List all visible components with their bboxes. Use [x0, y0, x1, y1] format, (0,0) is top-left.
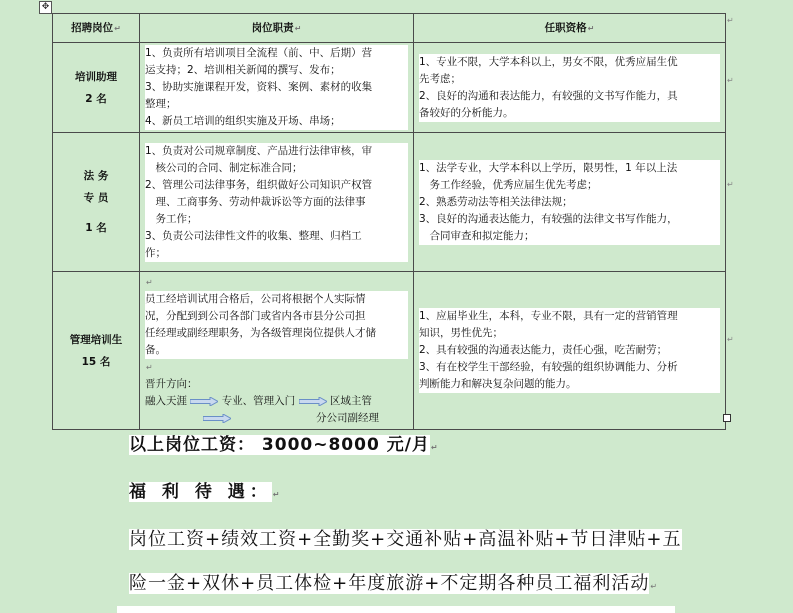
duty-line: 4、新员工培训的组织实施及开场、串场； — [145, 113, 408, 130]
row-end-mark: ↵ — [727, 180, 734, 189]
role-name: 管理培训生 — [69, 333, 123, 346]
requirement-line: 2、良好的沟通和表达能力，有较强的文书写作能力，具 — [419, 88, 720, 105]
requirement-line: 合同审查和拟定能力； — [419, 228, 720, 245]
header-requirements: 任职资格↵ — [414, 14, 726, 43]
header-position: 招聘岗位↵ — [53, 14, 140, 43]
benefits-line — [129, 525, 682, 551]
role-count: 2 名 — [85, 92, 107, 105]
benefits-heading-text: 福 利 待 遇： — [129, 482, 272, 502]
role-cell — [53, 133, 140, 272]
row-end-mark: ↵ — [727, 76, 734, 85]
paragraph-mark: ↵ — [146, 363, 153, 372]
right-arrow-icon — [190, 397, 218, 406]
role-name: 培训助理 — [75, 70, 117, 83]
requirements-cell — [414, 43, 726, 133]
duty-line: 整理； — [145, 96, 408, 113]
table-row — [53, 272, 726, 430]
duties-cell — [140, 272, 414, 430]
requirement-line: 3、有在校学生干部经验，有较强的组织协调能力、分析 — [419, 359, 720, 376]
requirements-cell — [414, 133, 726, 272]
duty-line: 3、协助实施课程开发，资料、案例、素材的收集 — [145, 79, 408, 96]
right-arrow-icon — [299, 397, 327, 406]
duties-cell — [140, 133, 414, 272]
benefits-heading: 福 利 待 遇：↵ — [129, 482, 285, 502]
requirement-line: 1、法学专业，大学本科以上学历，限男性，1 年以上法 — [419, 160, 720, 177]
duty-line: 核公司的合同、制定标准合同； — [145, 160, 408, 177]
role-cell — [53, 43, 140, 133]
salary-line: 以上岗位工资： 3000~8000 元/月↵ — [129, 435, 439, 455]
table-resize-handle[interactable] — [723, 414, 731, 422]
duty-line: 2、管理公司法律事务，组织做好公司知识产权管 — [145, 177, 408, 194]
table-header-row — [53, 14, 726, 43]
duty-line: 务工作； — [145, 211, 408, 228]
career-step: 区域主管 — [329, 395, 372, 407]
requirements-cell — [414, 272, 726, 430]
requirement-line: 判断能力和解决复杂问题的能力。 — [419, 376, 720, 393]
table-move-handle[interactable]: ✥ — [39, 1, 52, 14]
header-duties: 岗位职责↵ — [140, 14, 414, 43]
duty-line: 况，分配到到公司各部门或省内各市县分公司担 — [145, 308, 408, 325]
duty-line: 任经理或副经理职务，为各级管理岗位提供人才储 — [145, 325, 408, 342]
right-arrow-icon — [203, 414, 231, 423]
requirement-line: 先考虑； — [419, 71, 720, 88]
benefits-text: 岗位工资+绩效工资+全勤奖+交通补贴+高温补贴+节日津贴+五 — [129, 529, 682, 550]
requirement-line: 2、具有较强的沟通表达能力，责任心强，吃苦耐劳； — [419, 342, 720, 359]
duty-line: 员工经培训试用合格后，公司将根据个人实际情 — [145, 291, 408, 308]
row-end-mark: ↵ — [727, 16, 734, 25]
career-path-second — [145, 410, 408, 427]
career-step: 专业、管理入门 — [221, 395, 296, 407]
duty-line: 理、工商事务、劳动仲裁诉讼等方面的法律事 — [145, 194, 408, 211]
requirement-line: 1、应届毕业生，本科，专业不限，具有一定的营销管理 — [419, 308, 720, 325]
duty-line: 运支持；2、培训相关新闻的撰写、发布； — [145, 62, 408, 79]
role-count: 15 名 — [81, 355, 111, 368]
duty-line: 备。 — [145, 342, 408, 359]
table-row — [53, 133, 726, 272]
salary-text: 以上岗位工资： 3000~8000 元/月 — [129, 435, 430, 455]
next-line-highlight — [117, 606, 675, 613]
job-table — [52, 13, 726, 430]
requirement-line: 1、专业不限，大学本科以上，男女不限，优秀应届生优 — [419, 54, 720, 71]
paragraph-mark: ↵ — [146, 278, 153, 287]
requirement-line: 备较好的分析能力。 — [419, 105, 720, 122]
duty-line: 作； — [145, 245, 408, 262]
career-path — [145, 393, 408, 410]
role-name: 法 务 — [83, 170, 109, 182]
requirement-line: 3、良好的沟通表达能力，有较强的法律文书写作能力， — [419, 211, 720, 228]
requirement-line: 务工作经验，优秀应届生优先考虑； — [419, 177, 720, 194]
role-name: 专 员 — [83, 192, 109, 204]
duty-line: 1、负责对公司规章制度、产品进行法律审核，审 — [145, 143, 408, 160]
role-count: 1 名 — [85, 222, 107, 234]
career-label: 晋升方向： — [145, 378, 198, 390]
career-step: 分公司副经理 — [316, 412, 380, 424]
role-cell — [53, 272, 140, 430]
requirement-line: 知识，男性优先； — [419, 325, 720, 342]
duty-line: 3、负责公司法律性文件的收集、整理、归档工 — [145, 228, 408, 245]
duty-line: 1、负责所有培训项目全流程（前、中、后期）营 — [145, 45, 408, 62]
benefits-line: 险一金+双休+员工体检+年度旅游+不定期各种员工福利活动↵ — [129, 573, 659, 594]
career-step: 融入天涯 — [145, 395, 187, 407]
table-row — [53, 43, 726, 133]
duties-cell — [140, 43, 414, 133]
requirement-line: 2、熟悉劳动法等相关法律法规； — [419, 194, 720, 211]
benefits-text: 险一金+双休+员工体检+年度旅游+不定期各种员工福利活动 — [129, 573, 650, 594]
row-end-mark: ↵ — [727, 335, 734, 344]
